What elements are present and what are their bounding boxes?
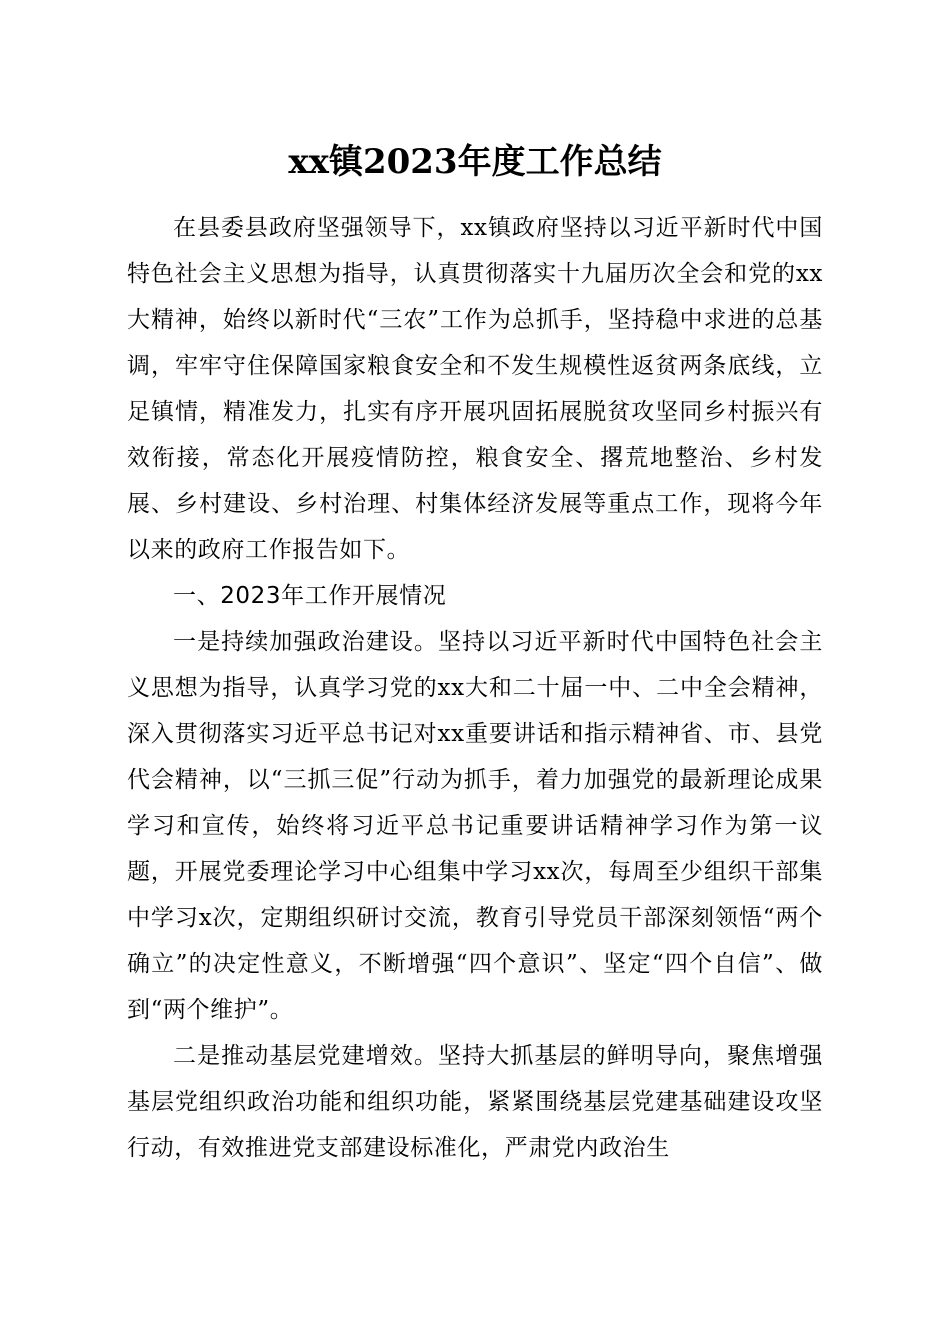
intro-paragraph: 在县委县政府坚强领导下，xx镇政府坚持以习近平新时代中国特色社会主义思想为指导，认真贯彻落实十九届历次全会和党的xx大精神，始终以新时代“三农”工作为总抓手，坚持稳中求进的总基调，牢牢守住保障国家粮食安全和不发生规模性返贫两条底线，立足镇情，精准发力，扎实有序开展巩固拓展脱贫攻坚同乡村振兴有效衔接，常态化开展疫情防控，粮食安全、撂荒地整治、乡村发展、乡村建设、乡村治理、村集体经济发展等重点工作，现将今年以来的政府工作报告如下。 bbox=[127, 215, 823, 563]
item-paragraph-1 bbox=[127, 619, 823, 1033]
item-lead-1: 一是持续加强政治建设。 bbox=[173, 629, 439, 655]
item-text-2: 坚持大抓基层的鲜明导向，聚焦增强基层党组织政治功能和组织功能，紧紧围绕基层党建基础建设攻坚行动，有效推进党支部建设标准化，严肃党内政治生 bbox=[127, 1043, 823, 1161]
item-text-1: 坚持以习近平新时代中国特色社会主义思想为指导，认真学习党的xx大和二十届一中、二中全会精神，深入贯彻落实习近平总书记对xx重要讲话和指示精神省、市、县党代会精神，以“三抓三促”行动为抓手，着力加强党的最新理论成果学习和宣传，始终将习近平总书记重要讲话精神学习作为第一议题，开展党委理论学习中心组集中学习xx次，每周至少组织干部集中学习x次，定期组织研讨交流，教育引导党员干部深刻领悟“两个确立”的决定性意义，不断增强“四个意识”、坚定“四个自信”、做到“两个维护”。 bbox=[127, 629, 823, 1023]
document-title: xx镇2023年度工作总结 bbox=[288, 142, 662, 182]
item-lead-2: 二是推动基层党建增效。 bbox=[173, 1043, 439, 1069]
section-heading: 一、2023年工作开展情况 bbox=[173, 583, 447, 609]
document-body bbox=[127, 205, 823, 1171]
item-paragraph-2 bbox=[127, 1033, 823, 1171]
